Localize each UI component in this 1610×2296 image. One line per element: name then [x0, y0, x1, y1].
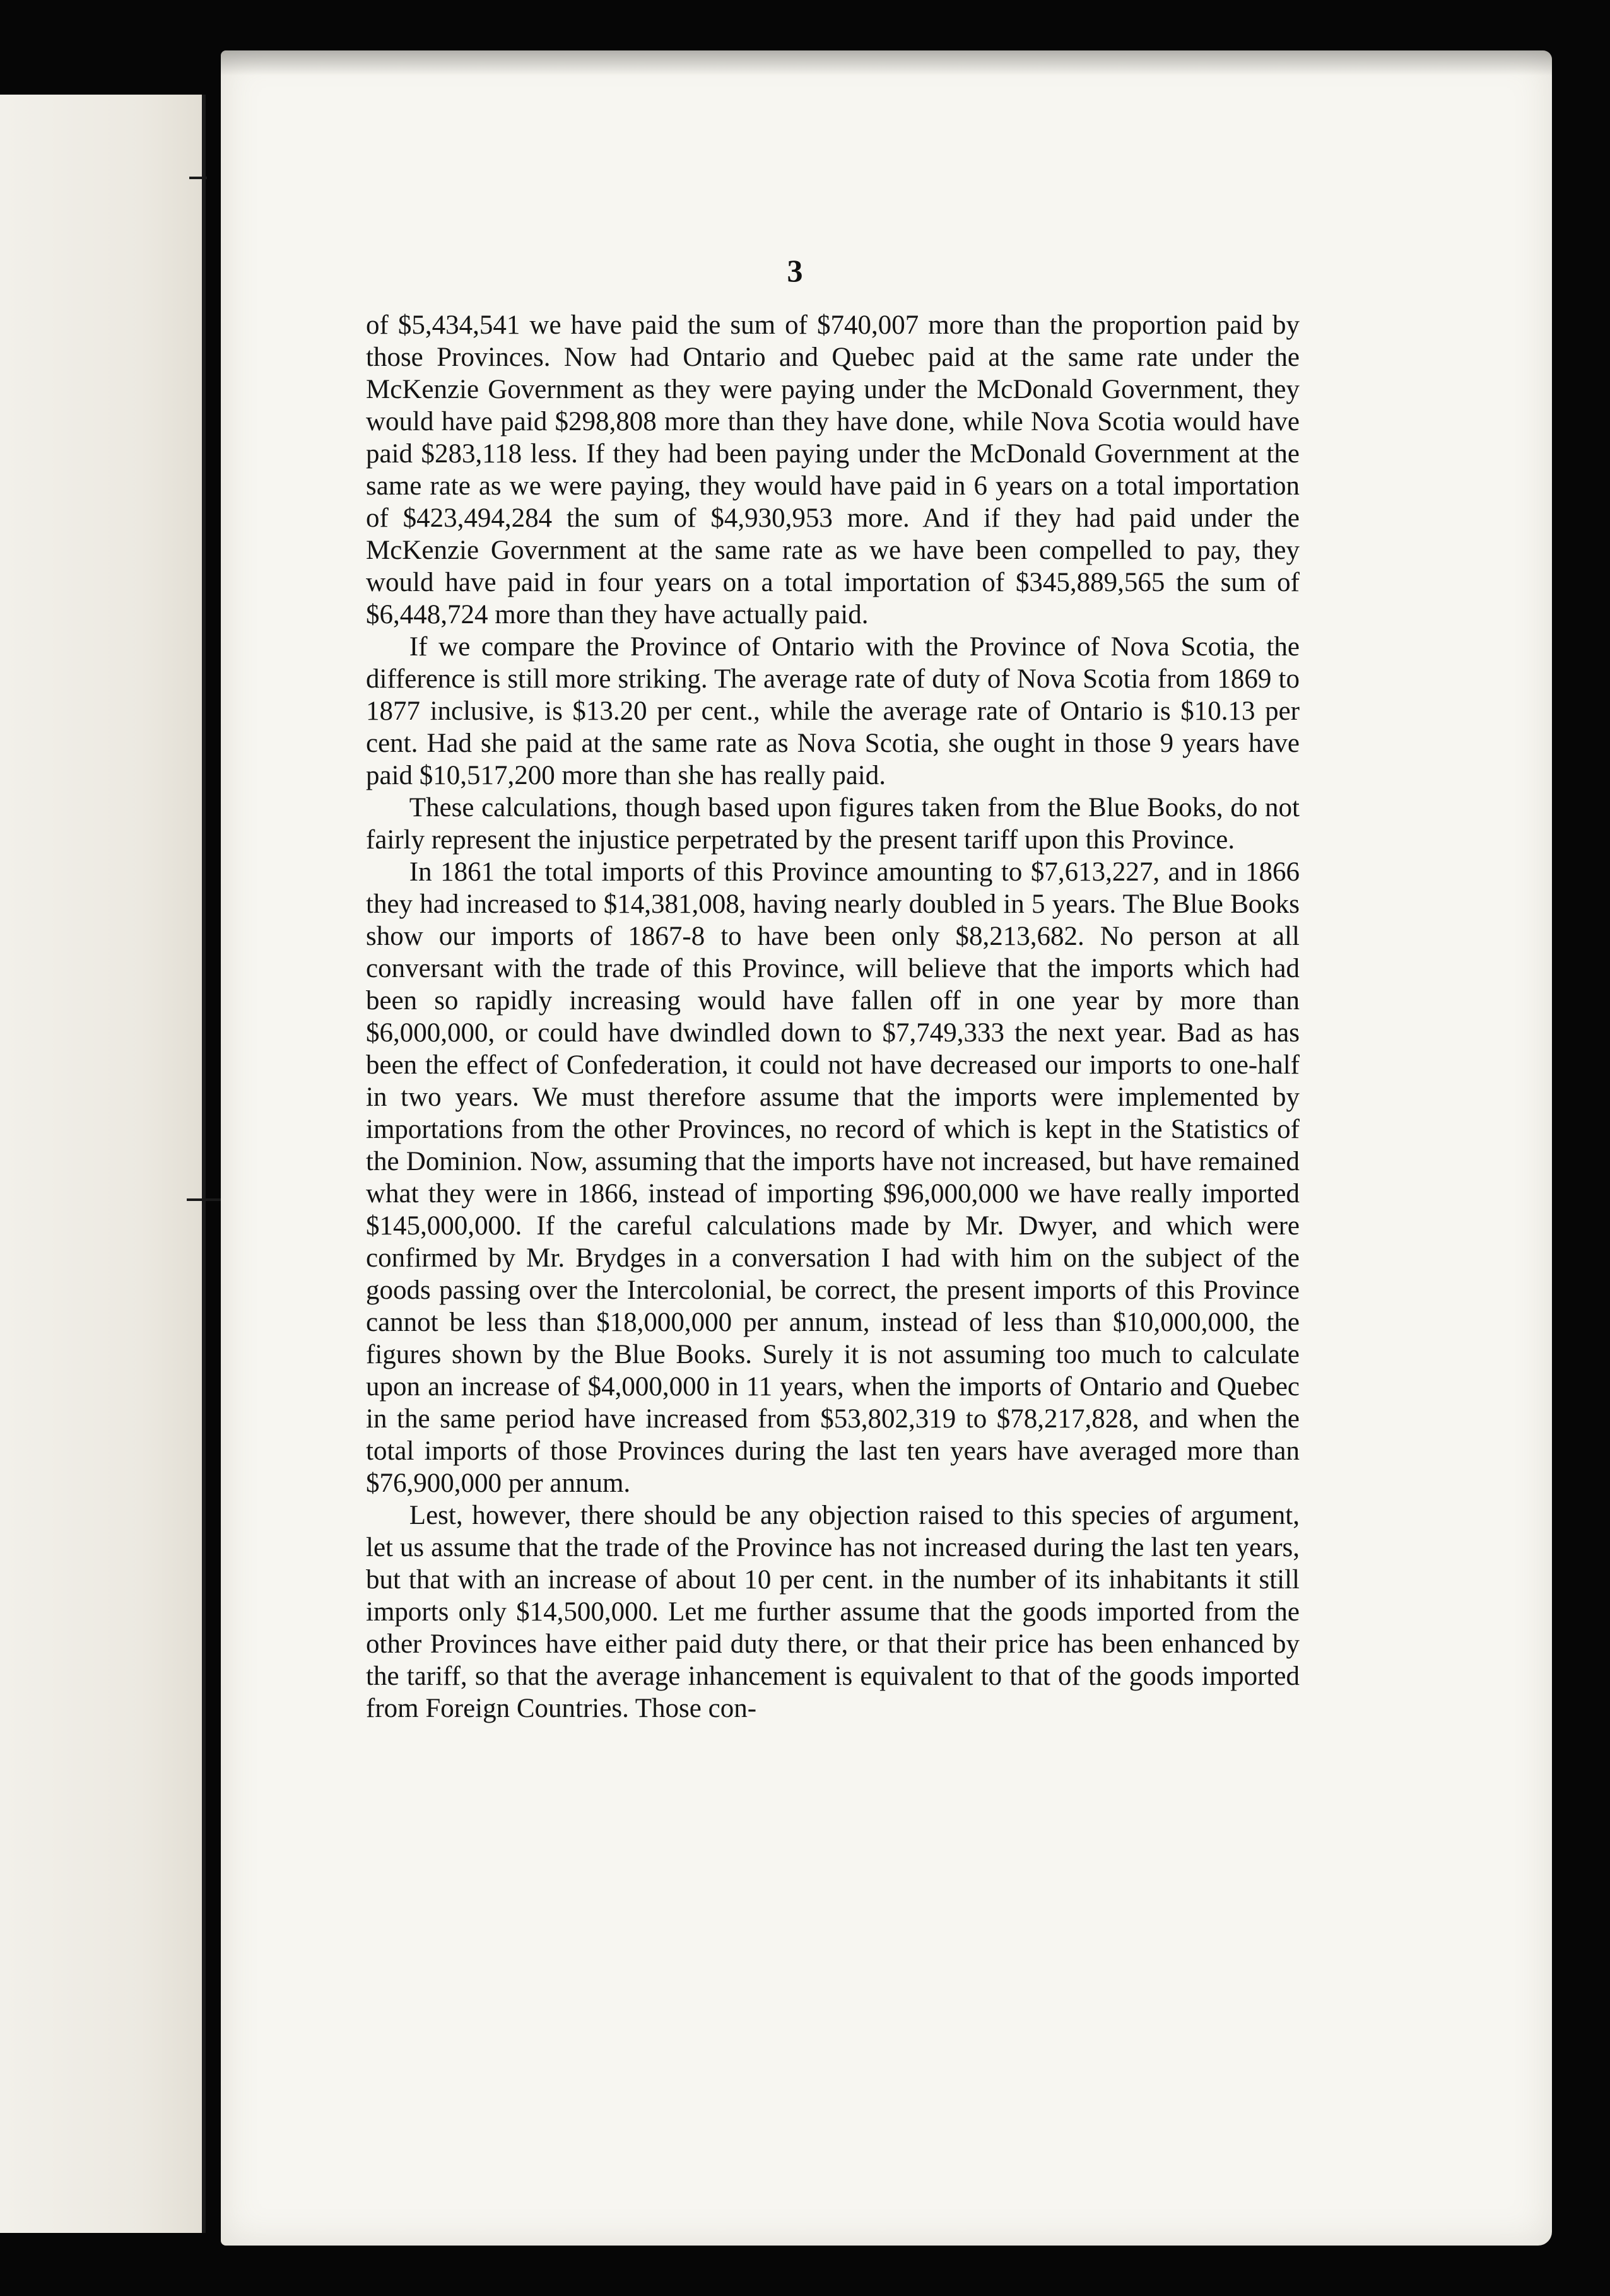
previous-page-edge — [0, 95, 206, 2233]
margin-mark — [187, 1198, 225, 1201]
body-text — [366, 309, 1300, 1725]
paragraph-4: In 1861 the total imports of this Province amounting to $7,613,227, and in 1866 they had increased to $14,381,008, having nearly doubled in 5 years. The Blue Books show our imports of 1867-8 to have been only $8,213,682. No person at all conversant with the trade of this Province, will believe that the imports which had been so rapidly increasing would have fallen off in one year by more than $6,000,000, or could have dwindled down to $7,749,333 the next year. Bad as has been the effect of Confederation, it could not have decreased our imports to one-half in two years. We must therefore assume that the imports were implemented by importations from the other Provinces, no record of which is kept in the Statistics of the Dominion. Now, assuming that the imports have not increased, but have remained what they were in 1866, instead of importing $96,000,000 we have really imported $145,000,000. If the careful calculations made by Mr. Dwyer, and which were confirmed by Mr. Brydges in a conversation I had with him on the subject of the goods passing over the Intercolonial, be correct, the present imports of this Province cannot be less than $18,000,000 per annum, instead of less than $10,000,000, the figures shown by the Blue Books. Surely it is not assuming too much to calculate upon an increase of $4,000,000 in 11 years, when the imports of Ontario and Quebec in the same period have increased from $53,802,319 to $78,217,828, and when the total imports of those Provinces during the last ten years have averaged more than $76,900,000 per annum. — [366, 857, 1300, 1498]
paragraph-2: If we compare the Province of Ontario with the Province of Nova Scotia, the difference is still more striking. The average rate of duty of Nova Scotia from 1869 to 1877 inclusive, is $13.20 per cent., while the average rate of Ontario is $10.13 per cent. Had she paid at the same rate as Nova Scotia, she ought in those 9 years have paid $10,517,200 more than she has really paid. — [366, 632, 1300, 790]
paragraph-3: These calculations, though based upon figures taken from the Blue Books, do not fairly represent the injustice perpetrated by the present tariff upon this Province. — [366, 793, 1300, 855]
paragraph-5: Lest, however, there should be any objection raised to this species of argument, let us assume that the trade of the Province has not increased during the last ten years, but that with an increase of about 10 per cent. in the number of its inhabitants it still imports only $14,500,000. Let me further assume that the goods imported from the other Provinces have either paid duty there, or that their price has been enhanced by the tariff, so that the average inhancement is equivalent to that of the goods imported from Foreign Countries. Those con- — [366, 1501, 1300, 1723]
page-top-edge-shadow — [221, 50, 1552, 76]
page-number: 3 — [787, 253, 803, 288]
paragraph-1: of $5,434,541 we have paid the sum of $740,007 more than the proportion paid by those Provinces. Now had Ontario and Quebec paid at the same rate under the McKenzie Government as they were paying under the McDonald Government, they would have paid $298,808 more than they have done, while Nova Scotia would have paid $283,118 less. If they had been paying under the McDonald Government at the same rate as we were paying, they would have paid in 6 years on a total importation of $423,494,284 the sum of $4,930,953 more. And if they had paid under the McKenzie Government at the same rate as we have been compelled to pay, they would have paid in four years on a total importation of $345,889,565 the sum of $6,448,724 more than they have actually paid. — [366, 310, 1300, 630]
margin-mark — [189, 177, 207, 179]
